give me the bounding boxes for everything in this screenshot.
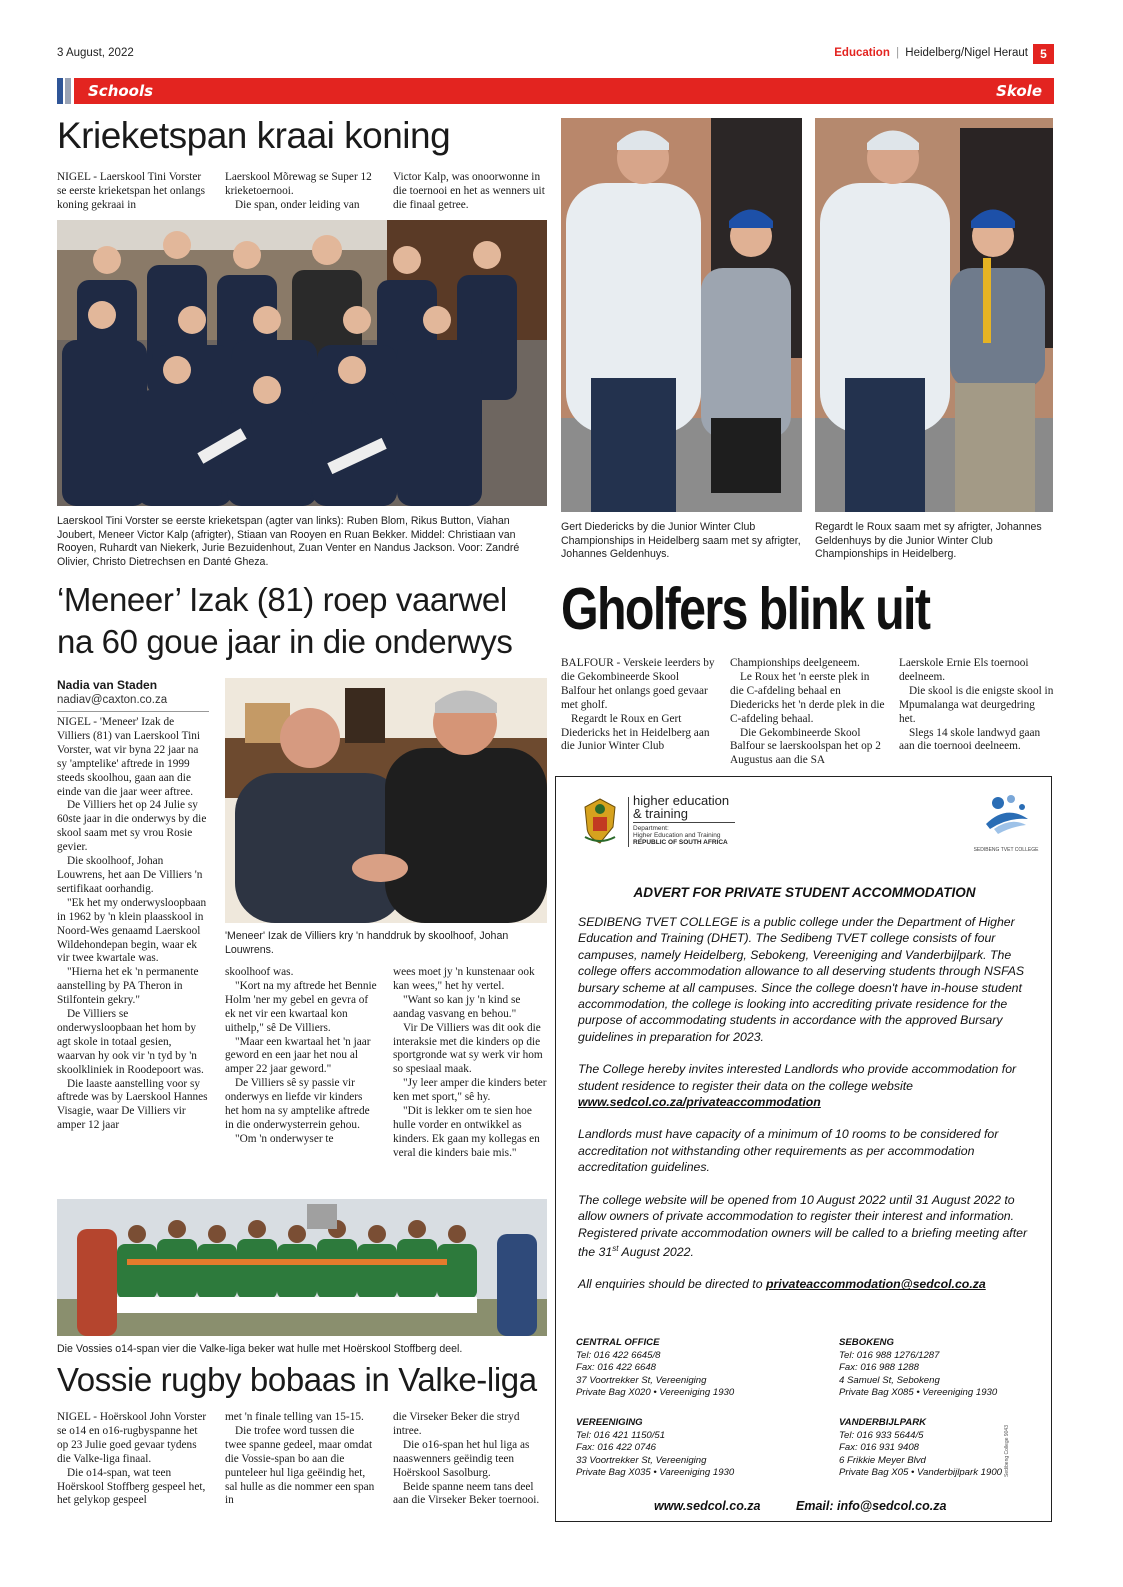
golf-column-1 [561,657,716,754]
cricket-team-photo [57,220,547,506]
izak-col1-p5: "Hierna het ek 'n permanente aanstelling by PA Theron in Stilfontein gekry." [57,966,199,1007]
office-vanderbijlpark-name: VANDERBIJLPARK [839,1417,927,1428]
rugby-text-3b: Die o16-span het hul liga as naaswenners geëindig teen Hoërskool Sasolburg. [393,1438,530,1479]
office-vereeniging-line-3: 33 Voortrekker St, Vereeniging [576,1454,707,1466]
golf-column-2 [730,657,885,768]
cricket-column-2 [225,171,377,213]
izak-col3-p2: "Want so kan jy 'n kind se aandag vasvang en behou." [393,993,521,1020]
office-central [576,1337,806,1400]
dept-name-rule [633,822,735,823]
izak-column-1 [57,716,209,1133]
dept-sub-2: Higher Education and Training [633,832,721,839]
cricket-column-1 [57,171,209,213]
office-central-line-2: Fax: 016 422 6648 [576,1362,657,1374]
author-name: Nadia van Staden [57,678,158,692]
rugby-team-illustration [57,1199,547,1336]
office-vereeniging-line-4: Private Bag X035 • Vareeniging 1930 [576,1467,735,1479]
izak-col3-p5: "Dit is lekker om te sien hoe hulle vorder en ontwikkel as kinders. Ek gaan my kollegas en veral die kinders baie mis." [393,1105,540,1159]
izak-col3-p1: wees moet jy 'n kunstenaar ook kan wees," het hy vertel. [393,966,535,992]
advert-para-1: SEDIBENG TVET COLLEGE is a public college under the Department of Higher Education and Training (DHET). The Sedibeng TVET college consists of four campuses, namely Heidelberg, Sebokeng, Vereeniging and Vanderbijlpark. The college offers accommodation allowance to all deserving students through NSFAS bursary scheme at all campuses. Since the college doesn't have in-house student accommodation, the college is looking into accrediting private residence for the purpose of accommodating students in accordance with the approved Bursary guidelines in preparation for 2023. [578,915,1025,1044]
golf-photo-2-illustration [815,118,1053,512]
running-head [834,47,1028,59]
advert-para-4-end: August 2022. [618,1245,694,1259]
section-banner [74,78,1054,104]
advert-para-2-text: The College hereby invites interested Landlords who provide accommodation for student residence to register their data on the college website [578,1062,1017,1093]
advert-email-link[interactable]: privateaccommodation@sedcol.co.za [765,1277,986,1292]
advert-side-note: Sedibeng College 9043 [1004,1425,1010,1477]
handshake-illustration [225,678,547,923]
office-sebokeng-line-4: Private Bag X085 • Vereeniging 1930 [839,1387,998,1399]
office-vereeniging [576,1417,806,1480]
izak-col2-p3: "Maar een kwartaal het 'n jaar geword en een jaar het nou al amper 22 jaar geword." [225,1035,371,1076]
cricket-text-2a: Laerskool Mõrewag se Super 12 krieketoernooi. [225,171,372,197]
advert-para-2 [578,1061,1038,1110]
dept-name-1: higher education [633,793,730,808]
office-sebokeng-line-1: Tel: 016 988 1276/1287 [839,1349,940,1361]
rugby-column-1 [57,1411,209,1508]
dept-name-2: & training [633,806,688,821]
cricket-text-1: NIGEL - Laerskool Tini Vorster se eerste krieketspan het onlangs koning gekraai in [57,171,206,211]
advert-para-4 [578,1192,1038,1261]
office-vereeniging-line-1: Tel: 016 421 1150/51 [576,1429,666,1441]
rugby-text-3a: die Virseker Beker die stryd intree. [393,1411,520,1437]
golf-text-2b: Le Roux het 'n eerste plek in die C-afdeling behaal en Diedericks het 'n derde plek in die C-afdeling behaal. [730,670,885,725]
office-central-line-3: 37 Voortrekker St, Vereeniging [576,1374,707,1386]
publication-name: Heidelberg/Nigel Heraut [905,47,1028,59]
office-sebokeng-line-3: 4 Samuel St, Sebokeng [839,1374,940,1386]
golf-photo-1-illustration [561,118,802,512]
cricket-column-3 [393,171,545,213]
izak-headline-line-1: ‘Meneer’ Izak (81) roep vaarwel [57,581,507,618]
izak-headline-line-2: na 60 goue jaar in die onderwys [57,623,513,660]
izak-col2-p4: De Villiers sê sy passie vir onderwys en liefde vir kinders het hom na sy amptelike aftrede in die onderwysterrein gehou. [225,1077,370,1131]
office-vereeniging-line-2: Fax: 016 422 0746 [576,1442,657,1454]
cricket-photo-caption: Laerskool Tini Vorster se eerste krieketspan (agter van links): Ruben Blom, Rikus Button, Viahan Joubert, Meneer Victor Kalp (afrigter), Stiaan van Rooyen en Ruan Bekker. Middel: Christiaan van Rooyen, Ruhardt van Niekerk, Jurie Bezuidenhout, Zuan Venter en Nandus Jackson. Voor: Zandré Olivier, Christo Dietrechsen en Danté Gheza. [57,515,520,568]
advert-title: ADVERT FOR PRIVATE STUDENT ACCOMMODATION [633,885,976,900]
izak-col1-p4: "Ek het my onderwysloopbaan in 1962 by 'n klein plaasskool in Noord-Wes genaamd Laerskool Wildehondepan begin, waar ek vir twee kwartale was. [57,896,207,965]
izak-col2-p5: "Om 'n onderwyser te [235,1132,334,1145]
advert-box [555,776,1052,1522]
office-vanderbijlpark-line-3: 6 Frikkie Meyer Blvd [839,1454,926,1466]
rugby-headline: Vossie rugby bobaas in Valke-liga [57,1361,537,1398]
izak-column-3 [393,966,547,1161]
rugby-photo-caption: Die Vossies o14-span vier die Valke-liga beker wat hulle met Hoërskool Stoffberg deel. [57,1343,463,1355]
banner-bar-blue [57,78,63,104]
advert-para-4-sup: st [612,1243,619,1253]
cricket-text-3: Victor Kalp, was onoorwonne in die toernooi en het as wenners uit die finaal getree. [393,171,545,211]
golf-text-2c: Die Gekombineerde Skool Balfour se laerskoolspan het op 2 Augustus aan die SA [730,726,881,767]
office-sebokeng-line-2: Fax: 016 988 1288 [839,1362,920,1374]
dept-logo-divider [628,797,629,847]
izak-col3-p3: Vir De Villiers was dit ook die interaksie met die kinders op die sportgronde wat sy werk vir hom so spesiaal maak. [393,1021,543,1076]
separator: | [896,47,900,59]
izak-col2-p2: "Kort na my aftrede het Bennie Holm 'ner my gebel en gevra of ek net vir een kwartaal kon uithelp," sê De Villiers. [225,979,377,1034]
golf-text-1b: Regardt le Roux en Gert Diedericks het in Heidelberg aan die Junior Winter Club [561,712,710,753]
golf-headline: Gholfers blink uit [561,576,930,642]
author-email: nadiav@caxton.co.za [57,694,168,706]
office-vanderbijlpark-line-1: Tel: 016 933 5644/5 [839,1429,924,1441]
office-central-line-4: Private Bag X020 • Vereeniging 1930 [576,1387,735,1399]
office-central-name: CENTRAL OFFICE [576,1337,660,1348]
golf-caption-1: Gert Diedericks by die Junior Winter Club Championships in Heidelberg saam met sy afrigter, Johannes Geldenhuys. [561,521,801,560]
banner-left-label: Schools [88,82,154,100]
office-sebokeng [839,1337,1049,1400]
college-logo-icon [976,789,1036,844]
golf-column-3 [899,657,1054,754]
golf-text-3c: Slegs 14 skole landwyd gaan aan die toernooi deelneem. [899,726,1041,753]
office-vereeniging-name: VEREENIGING [576,1417,643,1428]
advert-para-5 [578,1276,1038,1292]
izak-headline [57,579,512,663]
office-central-line-1: Tel: 016 422 6645/8 [576,1349,661,1361]
office-vanderbijlpark [839,1417,1049,1480]
dept-sub-3: REPUBLIC OF SOUTH AFRICA [633,839,728,846]
office-sebokeng-name: SEBOKENG [839,1337,894,1348]
advert-footer-email[interactable]: Email: info@sedcol.co.za [796,1499,947,1513]
banner-bar-grey [65,78,71,104]
advert-para-4-text: The college website will be opened from 10 August 2022 until 31 August 2022 to allow owners of private accommodation to register their interest and information. Registered private accommodation owners will be called to a briefing meeting after the 31 [578,1192,1028,1259]
rugby-text-3c: Beide spanne neem tans deel aan die Virseker Beker toernooi. [393,1480,540,1507]
handshake-caption: 'Meneer' Izak de Villiers kry 'n handdruk by skoolhoof, Johan Louwrens. [225,930,509,956]
golf-photo-1 [561,118,802,512]
golf-text-3a: Laerskole Ernie Els toernooi deelneem. [899,657,1029,683]
rugby-column-2 [225,1411,377,1508]
cricket-headline: Krieketspan kraai koning [57,115,451,156]
page-number: 5 [1033,44,1054,64]
advert-para-3: Landlords must have capacity of a minimum of 10 rooms to be considered for accreditation not withstanding other requirements as per accommodation accreditation guidelines. [578,1127,999,1175]
cricket-text-2b: Die span, onder leiding van [235,198,360,211]
golf-text-1a: BALFOUR - Verskeie leerders by die Gekombineerde Skool Balfour het onlangs goed gevaar met gholf. [561,657,715,711]
izak-col3-p4: "Jy leer amper die kinders beter ken met sport," sê hy. [393,1077,547,1104]
izak-col1-p7: Die laaste aanstelling voor sy aftrede was by Laerskool Hannes Visagie, waar De Villiers vir amper 12 jaar [57,1077,208,1132]
office-vanderbijlpark-line-4: Private Bag X05 • Vanderbijlpark 1900 [839,1467,1002,1479]
advert-para-5-text: All enquiries should be directed to [578,1277,766,1292]
dept-sub-1: Department: [633,825,669,832]
college-logo-text: SEDIBENG TVET COLLEGE [973,847,1039,853]
rugby-text-1a: NIGEL - Hoërskool John Vorster se o14 en o16-rugbyspanne het op 23 Julie goed gevaar tydens die Valke-liga finaal. [57,1411,207,1465]
rugby-text-1b: Die o14-span, wat teen Hoërskool Stoffberg gespeel het, het gelykop gespeel [57,1466,206,1507]
handshake-photo [225,678,547,923]
rugby-team-photo [57,1199,547,1336]
golf-photo-2 [815,118,1053,512]
golf-text-3b: Die skool is die enigste skool in Mpumalanga wat deurgedring het. [899,684,1054,725]
izak-col1-p6: De Villiers se onderwysloopbaan het hom by agt skole in totaal gesien, waarvan hy ook vir 'n tyd by 'n skoolkliniek in Roodepoort was. [57,1008,204,1076]
section-name: Education [834,47,890,59]
izak-col1-p3: Die skoolhoof, Johan Louwrens, het aan De Villiers 'n sertifikaat oorhandig. [57,855,203,895]
rugby-text-2b: Die trofee word tussen die twee spanne gedeel, maar omdat die Vossie-span bo aan die punteleer hul liga geëindig het, sal hulle as die nommer een span in [225,1424,375,1507]
izak-col1-p2: De Villiers het op 24 Julie sy 60ste jaar in die onderwys by die skool saam met sy vrou Rosie gevier. [57,799,207,854]
advert-footer-website[interactable]: www.sedcol.co.za [654,1499,761,1513]
rugby-text-2a: met 'n finale telling van 15-15. [225,1411,364,1423]
cricket-team-illustration [57,220,547,506]
izak-column-2 [225,966,377,1147]
coat-of-arms-icon [581,797,619,845]
advert-website-link[interactable]: www.sedcol.co.za/privateaccommodation [578,1095,821,1110]
byline-rule [57,711,209,712]
banner-right-label: Skole [996,82,1042,100]
rugby-column-3 [393,1411,547,1508]
advert-body [578,914,1038,1309]
izak-col1-p1: NIGEL - 'Meneer' Izak de Villiers (81) van Laerskool Tini Vorster, wat vir byna 22 jaar na sy 'amptelike' aftrede in 1999 steeds skoolhou, gaan aan die einde van die jaar weer aftree. [57,716,201,798]
izak-col2-p1: skoolhoof was. [225,966,294,978]
golf-caption-2: Regardt le Roux saam met sy afrigter, Johannes Geldenhuys by die Junior Winter Club Championships in Heidelberg. [815,521,1042,560]
golf-text-2a: Championships deelgeneem. [730,657,860,669]
issue-date: 3 August, 2022 [57,47,134,59]
office-vanderbijlpark-line-2: Fax: 016 931 9408 [839,1442,920,1454]
